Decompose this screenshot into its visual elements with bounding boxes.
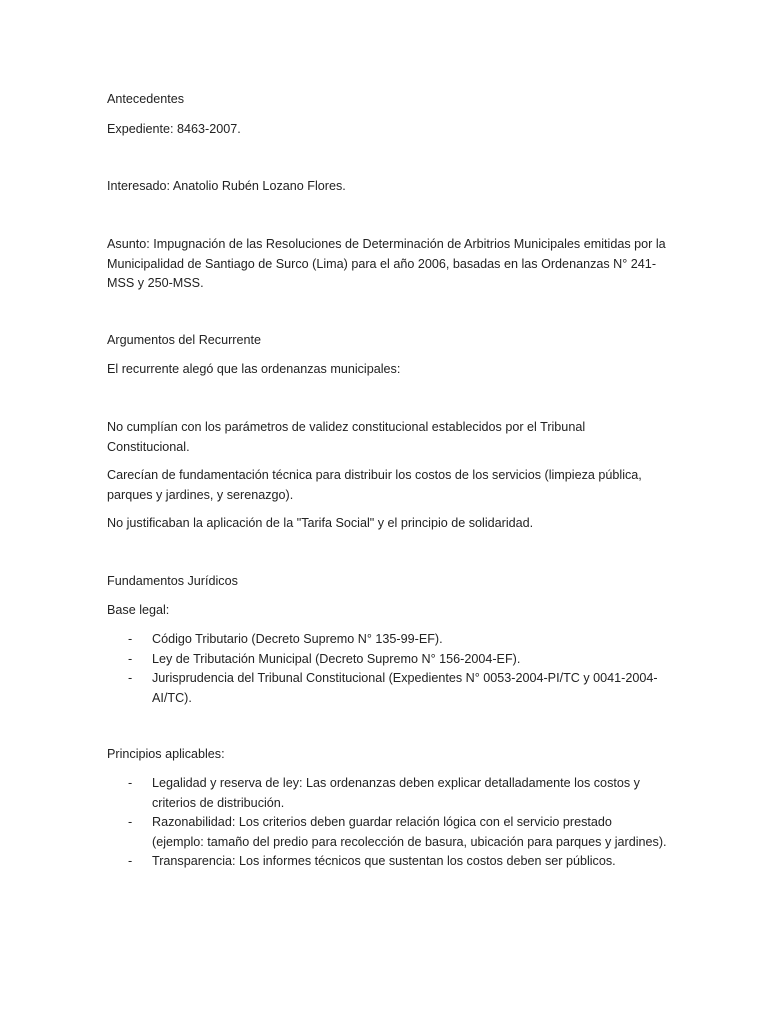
base-legal-list <box>107 630 667 708</box>
list-item-text: Legalidad y reserva de ley: Las ordenanzas deben explicar detalladamente los costos y criterios de distribución. <box>152 776 640 810</box>
list-item-text: Razonabilidad: Los criterios deben guardar relación lógica con el servicio prestado (ejemplo: tamaño del predio para recolección de basura, ubicación para parques y jardines). <box>152 815 667 849</box>
bullet-dash: - <box>128 651 133 666</box>
list-item <box>107 650 667 670</box>
bullet-dash: - <box>128 815 133 829</box>
list-item <box>107 813 667 852</box>
argumento-paragraph-1: No cumplían con los parámetros de validez constitucional establecidos por el Tribunal Constitucional. <box>107 420 586 454</box>
argumento-paragraph-2: Carecían de fundamentación técnica para distribuir los costos de los servicios (limpieza pública, parques y jardines, y serenazgo). <box>107 468 642 502</box>
list-item <box>107 669 667 708</box>
list-item <box>107 852 667 872</box>
bullet-dash: - <box>128 671 133 685</box>
fundamentos-heading: Fundamentos Jurídicos <box>107 574 238 588</box>
list-item-text: Código Tributario (Decreto Supremo N° 135-99-EF). <box>152 632 443 646</box>
list-item <box>107 774 667 813</box>
base-legal-label: Base legal: <box>107 603 170 617</box>
list-item-text: Jurisprudencia del Tribunal Constitucional (Expedientes N° 0053-2004-PI/TC y 0041-2004-AI/TC). <box>152 671 658 705</box>
argumento-paragraph-3: No justificaban la aplicación de la "Tarifa Social" y el principio de solidaridad. <box>107 516 534 530</box>
bullet-dash: - <box>128 854 133 868</box>
argumentos-intro: El recurrente alegó que las ordenanzas municipales: <box>107 362 401 376</box>
interesado-line: Interesado: Anatolio Rubén Lozano Flores. <box>107 179 346 193</box>
asunto-paragraph: Asunto: Impugnación de las Resoluciones de Determinación de Arbitrios Municipales emitidas por la Municipalidad de Santiago de Surco (Lima) para el año 2006, basadas en las Ordenanzas N° 241-MSS y 250-MSS. <box>107 237 666 290</box>
bullet-dash: - <box>128 632 133 646</box>
list-item-text: Ley de Tributación Municipal (Decreto Supremo N° 156-2004-EF). <box>152 651 521 666</box>
argumentos-heading: Argumentos del Recurrente <box>107 333 262 347</box>
list-item <box>107 630 667 650</box>
expediente-line: Expediente: 8463-2007. <box>107 122 241 136</box>
principios-list <box>107 774 667 872</box>
list-item-text: Transparencia: Los informes técnicos que sustentan los costos deben ser públicos. <box>152 854 616 868</box>
bullet-dash: - <box>128 776 133 790</box>
principios-label: Principios aplicables: <box>107 747 225 761</box>
antecedentes-heading: Antecedentes <box>107 92 185 106</box>
